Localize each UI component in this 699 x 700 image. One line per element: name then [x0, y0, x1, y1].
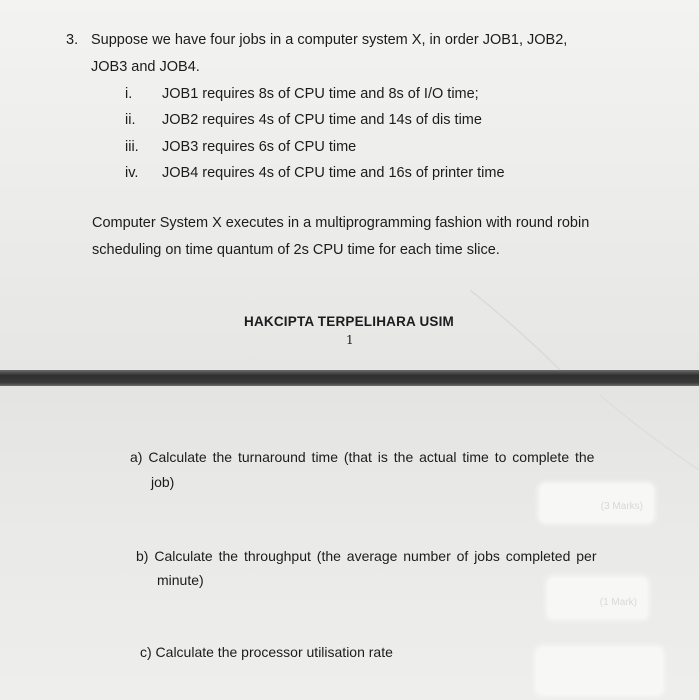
job-list-numeral: ii.	[125, 112, 136, 128]
subquestion-a-line2: job)	[151, 474, 175, 490]
job-list-item: JOB1 requires 8s of CPU time and 8s of I/O time;	[162, 86, 479, 102]
subquestion-b-line2: minute)	[157, 572, 204, 588]
question-intro-line1: Suppose we have four jobs in a computer system X, in order JOB1, JOB2,	[91, 32, 568, 48]
marks-box-c	[537, 648, 662, 694]
subquestion-a-line1: a) Calculate the turnaround time (that is the actual time to complete the	[130, 449, 595, 465]
job-list-numeral: iv.	[125, 165, 139, 181]
question-number: 3.	[66, 32, 79, 48]
subquestion-c-line1: c) Calculate the processor utilisation rate	[140, 644, 393, 660]
subquestion-b-line1: b) Calculate the throughput (the average number of jobs completed per	[136, 548, 597, 564]
job-list-numeral: iii.	[125, 139, 139, 155]
page-number: 1	[346, 333, 354, 347]
scheduling-description-line2: scheduling on time quantum of 2s CPU time for each time slice.	[92, 242, 500, 258]
job-list-item: JOB2 requires 4s of CPU time and 14s of dis time	[162, 112, 482, 128]
job-list-item: JOB3 requires 6s of CPU time	[162, 139, 357, 155]
question-intro-line2: JOB3 and JOB4.	[91, 59, 200, 75]
job-list-numeral: i.	[125, 86, 133, 102]
marks-box-b: (1 Mark)	[548, 578, 647, 618]
job-list-item: JOB4 requires 4s of CPU time and 16s of printer time	[162, 165, 505, 181]
marks-box-a: (3 Marks)	[540, 484, 653, 522]
scheduling-description-line1: Computer System X executes in a multiprogramming fashion with round robin	[92, 215, 590, 231]
copyright-footer: HAKCIPTA TERPELIHARA USIM	[244, 314, 454, 329]
